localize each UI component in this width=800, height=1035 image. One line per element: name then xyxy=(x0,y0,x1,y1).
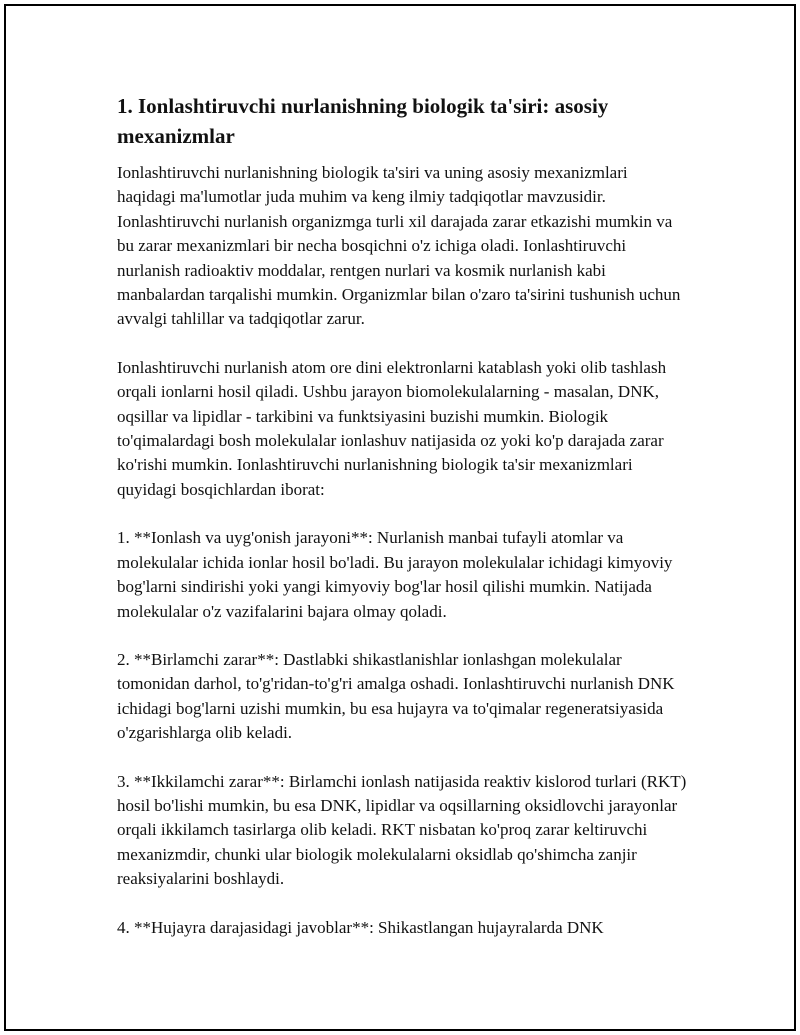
paragraph-step-3: 3. **Ikkilamchi zarar**: Birlamchi ionlash natijasida reaktiv kislorod turlari (RKT) hosil bo'lishi mumkin, bu esa DNK, lipidlar va oqsillarning oksidlovchi jarayonlar orqali ikkilamch tasirlarga olib keladi. RKT nisbatan ko'proq zarar keltiruvchi mexanizmdir, chunki ular biologik molekulalarni oksidlab qo'shimcha zanjir reaksiyalarini boshlaydi. xyxy=(117,771,687,889)
document-body xyxy=(117,91,687,964)
paragraph-step-2: 2. **Birlamchi zarar**: Dastlabki shikastlanishlar ionlashgan molekulalar tomonidan darhol, to'g'ridan-to'g'ri amalga oshadi. Ionlashtiruvchi nurlanish DNK ichidagi bog'larni uzishi mumkin, bu esa hujayra va to'qimalar regeneratsiyasida o'zgarishlarga olib keladi. xyxy=(117,649,675,743)
paragraph-mechanisms: Ionlashtiruvchi nurlanish atom ore dini elektronlarni katablash yoki olib tashlash orqali ionlarni hosil qiladi. Ushbu jarayon biomolekulalarning - masalan, DNK, oqsillar va lipidlar - tarkibini va funktsiyasini buzishi mumkin. Biologik to'qimalardagi bosh molekulalar ionlashuv natijasida oz yoki ko'p darajada zarar ko'rishi mumkin. Ionlashtiruvchi nurlanishning biologik ta'sir mexanizmlari quyidagi bosqichlardan iborat: xyxy=(117,357,667,499)
paragraph-step-1: 1. **Ionlash va uyg'onish jarayoni**: Nurlanish manbai tufayli atomlar va molekulalar ichida ionlar hosil bo'ladi. Bu jarayon molekulalar ichidagi kimyoviy bog'larni sindirishi yoki yangi kimyoviy bog'lar hosil qilishi mumkin. Natijada molekulalar o'z vazifalarini bajara olmay qoladi. xyxy=(117,528,673,621)
paragraph-intro: Ionlashtiruvchi nurlanishning biologik ta'siri va uning asosiy mexanizmlari haqidagi ma'lumotlar juda muhim va keng ilmiy tadqiqotlar mavzusidir. Ionlashtiruvchi nurlanish organizmga turli xil darajada zarar etkazishi mumkin va bu zarar mexanizmlari bir necha bosqichni o'z ichiga oladi. Ionlashtiruvchi nurlanish radioaktiv moddalar, rentgen nurlari va kosmik nurlanish kabi manbalardan tarqalishi mumkin. Organizmlar bilan o'zaro ta'sirini tushunish uchun avvalgi tahlillar va tadqiqotlar zarur. xyxy=(117,163,681,329)
paragraph-step-4: 4. **Hujayra darajasidagi javoblar**: Shikastlangan hujayralarda DNK xyxy=(117,917,604,937)
section-title: 1. Ionlashtiruvchi nurlanishning biologik ta'siri: asosiy mexanizmlar xyxy=(117,94,609,148)
